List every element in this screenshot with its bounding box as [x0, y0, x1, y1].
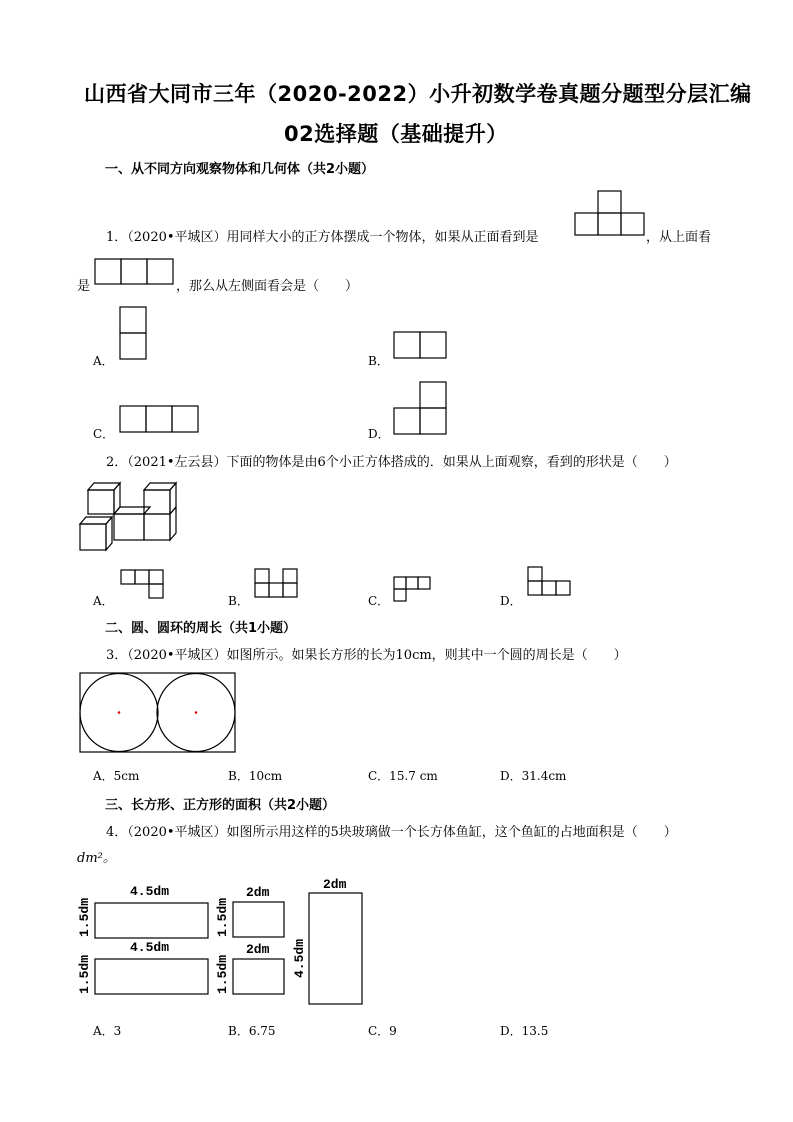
glass-panel-3	[232, 901, 286, 939]
q3-circles-in-rectangle-figure	[79, 672, 237, 754]
glass-panel-5	[308, 892, 364, 1006]
q3-option-b[interactable]: B．10cm	[228, 769, 283, 783]
section-heading-2: 二、圆、圆环的周长（共1小题）	[105, 621, 297, 636]
q1-option-b-label[interactable]: B．	[368, 354, 389, 368]
panel2-width-label: 1.5dm	[77, 954, 92, 994]
q1-option-a-figure[interactable]	[119, 306, 149, 360]
q2-option-a-figure[interactable]	[120, 569, 166, 601]
q4-option-a[interactable]: A．3	[93, 1024, 122, 1038]
glass-panel-2	[94, 958, 210, 996]
q2-option-d-label[interactable]: D．	[500, 594, 522, 608]
question-1-text: 1．（2020•平城区）用同样大小的正方体摆成一个物体，如果从正面看到是	[106, 230, 539, 245]
q4-option-d[interactable]: D．13.5	[500, 1024, 549, 1038]
q1-option-c-label[interactable]: C．	[93, 427, 115, 441]
q3-option-a[interactable]: A．5cm	[93, 769, 140, 783]
q3-option-d[interactable]: D．31.4cm	[500, 769, 567, 783]
panel4-width-label: 1.5dm	[215, 954, 230, 994]
panel3-length-label: 2dm	[246, 885, 270, 900]
page-title-line2: 02选择题（基础提升）	[284, 122, 508, 146]
panel1-length-label: 4.5dm	[130, 884, 170, 899]
glass-panel-1	[94, 902, 210, 940]
q1-option-a-label[interactable]: A．	[93, 354, 114, 368]
page-title-line1: 山西省大同市三年（2020-2022）小升初数学卷真题分题型分层汇编	[84, 82, 752, 106]
q2-option-c-figure[interactable]	[393, 576, 433, 602]
panel5-height-label: 4.5dm	[292, 938, 307, 978]
q3-option-c[interactable]: C．15.7 cm	[368, 769, 438, 783]
glass-panel-4	[232, 958, 286, 996]
q2-cube-stack-figure	[78, 480, 182, 552]
question-4-text: 4．（2020•平城区）如图所示用这样的5块玻璃做一个长方体鱼缸，这个鱼缸的占地面积是（ ）	[106, 825, 677, 840]
question-3-text: 3．（2020•平城区）如图所示。如果长方形的长为10cm，则其中一个圆的周长是（ ）	[106, 648, 627, 663]
q1-top-view-figure	[94, 258, 174, 286]
question-4-unit: dm²。	[77, 851, 116, 866]
section-heading-1: 一、从不同方向观察物体和几何体（共2小题）	[105, 162, 375, 177]
panel4-length-label: 2dm	[246, 942, 270, 957]
q1-option-d-figure[interactable]	[393, 381, 449, 435]
q1-front-view-figure	[575, 190, 645, 238]
section-heading-3: 三、长方形、正方形的面积（共2小题）	[105, 798, 336, 813]
question-1-text-cont3: ，那么从左侧面看会是（ ）	[176, 279, 359, 294]
q1-option-c-figure[interactable]	[119, 405, 199, 433]
panel3-width-label: 1.5dm	[215, 897, 230, 937]
panel2-length-label: 4.5dm	[130, 940, 170, 955]
q2-option-c-label[interactable]: C．	[368, 594, 390, 608]
q2-option-b-figure[interactable]	[254, 568, 300, 600]
q4-option-c[interactable]: C．9	[368, 1024, 397, 1038]
q2-option-d-figure[interactable]	[527, 566, 575, 598]
question-1-text-cont: ，从上面看	[646, 230, 712, 245]
question-1-text-cont2: 是	[77, 279, 91, 294]
panel5-width-label: 2dm	[323, 877, 347, 892]
q4-option-b[interactable]: B．6.75	[228, 1024, 276, 1038]
q1-option-d-label[interactable]: D．	[368, 427, 390, 441]
question-2-text: 2．（2021•左云县）下面的物体是由6个小正方体搭成的．如果从上面观察，看到的形状是（ ）	[106, 455, 677, 470]
panel1-width-label: 1.5dm	[77, 897, 92, 937]
q2-option-b-label[interactable]: B．	[228, 594, 249, 608]
q2-option-a-label[interactable]: A．	[93, 594, 114, 608]
q1-option-b-figure[interactable]	[393, 331, 449, 359]
